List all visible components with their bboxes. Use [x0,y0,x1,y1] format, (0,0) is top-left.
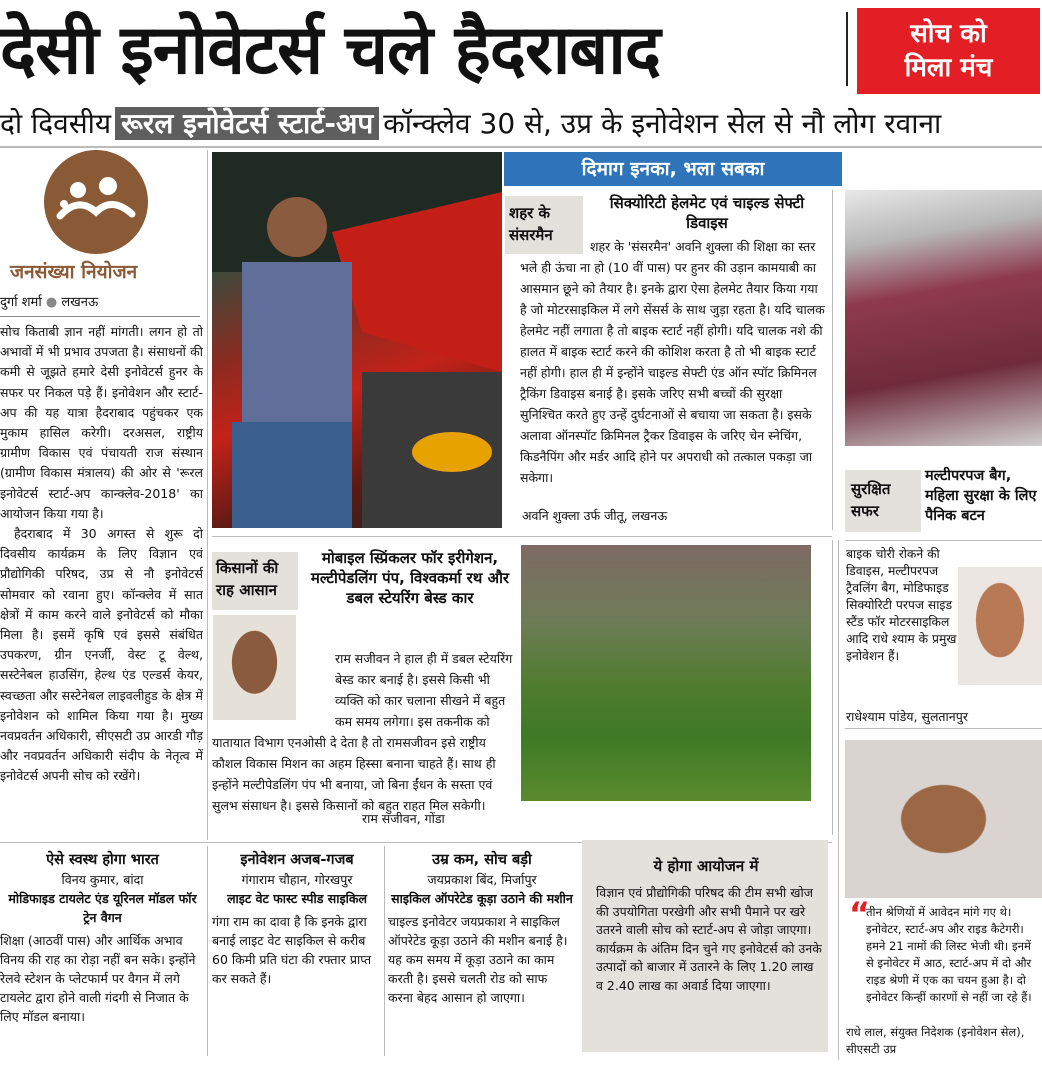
divider [832,190,833,530]
divider [845,728,1042,729]
city-body: शहर के 'संसरमैन' अवनि शुक्ला की शिक्षा का स्तर भले ही ऊंचा ना हो (10 वीं पास) पर हुनर की उड़ान कामयाबी का आसमान छूने को तैयार है। इनके द्वारा ऐसा हेलमेट तैयार किया गया है जो मोटरसाइकिल में लगे सेंसर्स के साथ जुड़ा रहता है। यदि चालक हेलमेट नहीं लगाता है तो बाइक स्टार्ट नहीं होगी। यदि चालक नशे की हालत में बाइक स्टार्ट करने की कोशिश करता है तो भी बाइक स्टार्ट नहीं होगी। हाल ही में इन्होंने चाइल्ड सेफ्टी एंड ऑन स्पॉट क्रिमिनल ट्रैकिंग डिवाइस बनाई है। इसके जरिए सभी बच्चों की सुरक्षा सुनिश्चित करते हुए उन्हें दुर्घटनाओं से बचाया जा सकता है। इसके अलावा ऑनस्पॉट क्रिमिनल ट्रैकर डिवाइस के जरिए चेन स्नेचिंग, किडनैपिंग और मर्डर आदि होने पर अपराधी को तत्काल पकड़ा जा सकेगा। [520,239,825,485]
main-article-para-2: हैदराबाद में 30 अगस्त से शुरू दो दिवसीय कार्यक्रम के लिए विज्ञान एवं प्रौद्योगिकी परिषद, उप्र से नौ इनोवेटर्स सोमवार को रवाना हुए। कॉन्क्लेव में सात क्षेत्रों में काम करने वाले इनोवेटर्स को मौका मिला है। इसमें कृषि एवं इससे संबंधित उपकरण, ग्रीन एनर्जी, वेस्ट टू वेल्थ, सस्टेनेबल हाउसिंग, हेल्थ एंड एल्डर्स केयर, स्वच्छता और सस्टेनेबल लाइवलीहुड के क्षेत्र में इनोवेशन को शामिल किया गया है। मुख्य नवप्रवर्तन अधिकारी, सीएसटी उप्र आरडी गौड़ और नवप्रवर्तन अधिकारी संदीप के नेतृत्व में इनोवेटर्स अपनी सोच को रखेंगे। [0,526,203,784]
story-body: गंगा राम का दावा है कि इनके द्वारा बनाई लाइट वेट साइकिल से करीब 60 किमी प्रति घंटा की रफ्तार प्राप्त कर सकते हैं। [212,914,372,986]
story-swasth-bharat [0,850,205,1060]
safe-section-label: सुरक्षित सफर [845,470,921,532]
safe-heading: मल्टीपरपज बैग, महिला सुरक्षा के लिए पैनिक बटन [925,468,1037,524]
dot-icon: ● [45,295,58,310]
farm-body-part1: राम सजीवन ने हाल ही में डबल स्टेयरिंग बेस्ड कार बनाई है। इससे किसी भी व्यक्ति को कार चलाना सीखने में बहुत कम समय लगेगा। इस तकनीक को [335,651,513,729]
farm-body-part2: यातायात विभाग एनओसी दे देता है तो रामसजीवन इसे राष्ट्रीय कौशल विकास मिशन का अहम हिस्सा बनाना चाहते हैं। साथ ही इन्होंने मल्टीपेडलिंग पंप भी बनाया, जो बिना ईंधन के सस्ता एवं सुलभ संसाधन है। इससे किसानों को बहुत राहत मिल सकेगी। [212,735,496,813]
story-body: शिक्षा (आठवीं पास) और आर्थिक अभाव विनय की राह का रोड़ा नहीं बन सके। इन्होंने रेलवे स्टेशन के प्लेटफार्म पर वैगन में लगे टायलेट द्वारा होने वाली गंदगी से निजात के लिए मॉडल बनाया। [0,933,196,1024]
safe-body: बाइक चोरी रोकने की डिवाइस, मल्टीपरपज ट्रैवलिंग बैग, मोडिफाइड सिक्योरिटी परपज साइड स्टैंड फॉर मोटरसाइकिल आदि राधे श्याम के प्रमुख इनोवेशन हैं। [846,547,957,663]
city-byline: अवनि शुक्ला उर्फ जीतू, लखनऊ [522,508,668,523]
divider [212,536,832,537]
event-body: विज्ञान एवं प्रौद्योगिकी परिषद की टीम सभी खोज की उपयोगिता परखेगी और सभी पैमाने पर खरे उतरने वाली सोच को स्टार्ट-अप से जोड़ा जाएगा। कार्यक्रम के अंतिम दिन चुने गए इनोवेटर्स को उनके उत्पादों को बाजार में उतारने के लिए 1.20 लाख व 2.40 लाख का अवार्ड दिया जाएगा। [596,885,822,993]
story-umra-kam [388,850,576,1060]
sub-headline-rest: कॉन्क्लेव 30 से, उप्र के इनोवेशन सेल से नौ लोग रवाना [383,107,942,140]
article-byline [0,292,200,310]
quote-author: राधे लाल, संयुक्त निदेशक (इनोवेशन सेल), सीएसटी उप्र [846,1025,1025,1056]
innovator-car-photo [212,152,502,528]
safe-byline: राधेश्याम पांडेय, सुलतानपुर [846,709,968,724]
farm-section-label: किसानों की राह आसान [212,552,298,610]
divider [845,540,1042,541]
divider [207,846,208,1056]
header-rule [0,146,1042,148]
divider [384,846,385,1056]
population-logo [44,150,148,254]
radheshyam-photo [958,567,1042,685]
byline-rule [0,316,200,317]
main-article-para-1: सोच किताबी ज्ञान नहीं मांगती। लगन हो तो अभावों में भी प्रभाव उपजता है। संसाधनों की कमी से जूझते हमारे देसी इनोवेटर्स हुनर के सफर पर निकल पड़े हैं। इनोवेशन और स्टार्ट-अप की यह यात्रा हैदराबाद पहुंचकर एक मुकाम हासिल करेगी। दरअसल, राष्ट्रीय ग्रामीण विकास एवं पंचायती राज संस्थान (ग्रामीण विकास मंत्रालय) की ओर से 'रूरल इनोवेटर्स स्टार्ट-अप कान्क्लेव-2018' का आयोजन किया गया है। [0,324,203,521]
family-icon [56,172,136,228]
divider [832,540,833,835]
author-city: लखनऊ [61,295,99,310]
farm-byline: राम सजीवन, गोंडा [362,811,445,826]
author-name: दुर्गा शर्मा [0,295,42,310]
story-innovation: साइकिल ऑपरेटेड कूड़ा उठाने की मशीन [391,891,573,906]
farm-heading: मोबाइल स्प्रिंकलर फॉर इरीगेशन, मल्टीपेडलिंग पंप, विश्वकर्मा रथ और डबल स्टेयरिंग बेस्ड कार [310,549,510,607]
story-innovator: जयप्रकाश बिंद, मिर्जापुर [427,872,537,887]
side-tag-line2: मिला मंच [904,53,993,83]
quote-icon: “ [849,895,871,933]
story-body: चाइल्ड इनोवेटर जयप्रकाश ने साइकिल ऑपरेटेड कूड़ा उठाने की मशीन बनाई है। यह कम समय में कूड़ा उठाने का काम करती है। इससे चलती रोड को साफ करना बेहद आसान हो जाएगा। [388,914,568,1005]
story-ajab-gajab [212,850,382,1060]
headline-divider [846,12,848,86]
event-heading: ये होगा आयोजन में [653,857,759,875]
main-article-body [0,322,203,842]
story-innovator: विनय कुमार, बांदा [61,872,144,887]
sprinkler-field-photo [521,545,811,801]
section-banner: दिमाग इनका, भला सबका [504,152,842,186]
multipurpose-bag-photo [845,190,1042,446]
side-tag-line1: सोच को [910,19,987,49]
city-section-label: शहर के संसरमैन [505,196,583,254]
sub-headline-lead: दो दिवसीय [0,107,112,140]
story-heading: इनोवेशन अजब-गजब [240,852,354,868]
side-tag-box [857,8,1040,94]
radhe-lal-photo [845,740,1042,898]
story-heading: उम्र कम, सोच बड़ी [432,852,532,868]
story-innovation: मोडिफाइड टायलेट एंड यूरिनल मॉडल फॉर ट्रेन वैगन [8,891,197,925]
sub-headline-highlight: रूरल इनोवेटर्स स्टार्ट-अप [115,107,379,140]
story-innovator: गंगाराम चौहान, गोरखपुर [241,872,353,887]
sub-headline [0,104,1042,144]
page-headline: देसी इनोवेटर्स चले हैदराबाद [0,10,660,90]
story-innovation: लाइट वेट फास्ट स्पीड साइकिल [227,891,367,906]
divider [838,540,839,1060]
ram-sajivan-photo [213,615,296,720]
story-heading: ऐसे स्वस्थ होगा भारत [46,852,159,868]
column-divider [207,150,208,840]
car-photo-illustration [212,152,502,528]
official-quote: तीन श्रेणियों में आवेदन मांगे गए थे। इनोवेटर, स्टार्ट-अप और राइड कैटेगरी। हमने 21 नामों की लिस्ट भेजी थी। इनमें से इनोवेटर में आठ, स्टार्ट-अप में दो और राइड श्रेणी में एक का चयन हुआ है। दो इनोवेटर किन्हीं कारणों से नहीं जा रहे हैं। [866,905,1032,1004]
logo-caption: जनसंख्या नियोजन [10,261,138,283]
city-heading: सिक्योरिटी हेलमेट एवं चाइल्ड सेफ्टी डिवाइस [609,194,805,232]
